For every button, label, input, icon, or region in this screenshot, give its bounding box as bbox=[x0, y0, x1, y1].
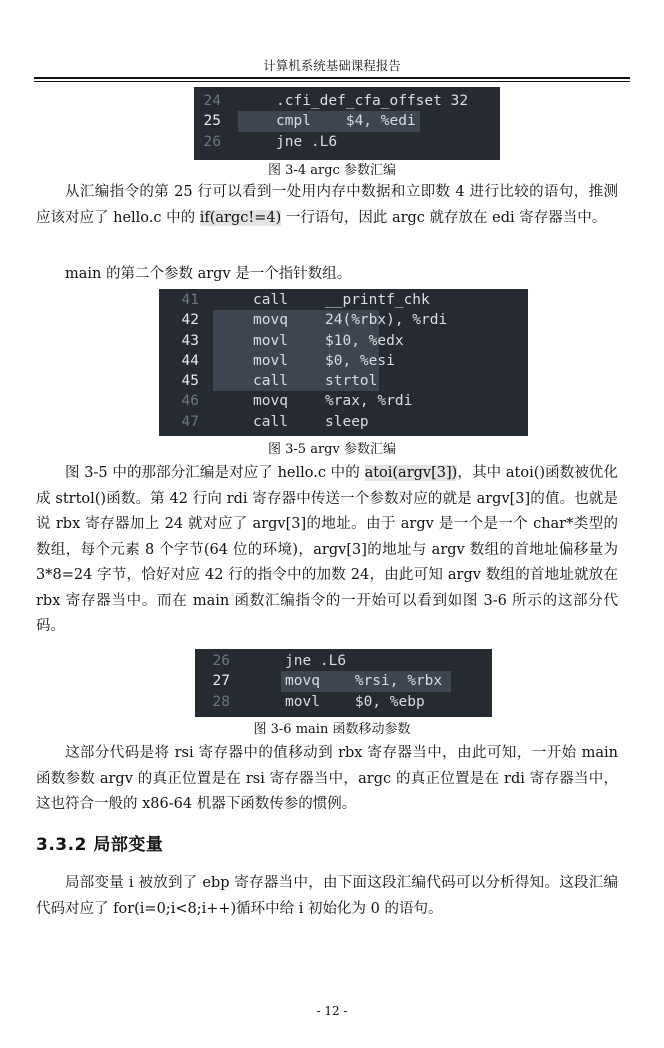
code-operands: __printf_chk bbox=[325, 292, 430, 308]
figure-caption-3-4: 图 3-4 argc 参数汇编 bbox=[268, 163, 396, 178]
line-number: 43 bbox=[181, 332, 199, 349]
line-number: 26 bbox=[212, 653, 230, 669]
code-operands: strtol bbox=[325, 373, 378, 390]
paragraph-register-conclusion: 这部分代码是将 rsi 寄存器中的值移动到 rbx 寄存器当中，由此可知，一开始 main 函数参数 argv 的真正位置是在 rsi 寄存器当中，argc 的真正位置是在 rdi 寄存器当中，这也符合一般的 x86-64 机器下函数传参的惯例。 bbox=[36, 745, 618, 812]
line-number: 47 bbox=[181, 413, 199, 430]
code-text: cmpl $4, %edi bbox=[276, 113, 416, 130]
code-line bbox=[194, 111, 500, 131]
code-line bbox=[159, 371, 528, 391]
indent-marker: · bbox=[217, 315, 223, 326]
line-number: 46 bbox=[181, 393, 199, 410]
line-number: 27 bbox=[212, 673, 230, 690]
code-line bbox=[159, 351, 528, 371]
section-heading: 3.3.2 局部变量 bbox=[36, 835, 164, 855]
header-rule bbox=[34, 77, 630, 79]
code-line bbox=[195, 671, 492, 691]
code-text: jne .L6 bbox=[285, 653, 347, 669]
code-line bbox=[159, 290, 528, 310]
line-number: 41 bbox=[181, 292, 199, 308]
code-text: jne .L6 bbox=[276, 133, 338, 150]
paragraph-argv-intro: main 的第二个参数 argv 是一个指针数组。 bbox=[65, 266, 352, 282]
paragraph-argv-analysis: 图 3-5 中的那部分汇编是对应了 hello.c 中的 atoi(argv[3])，其中 atoi()函数被优化成 strtol()函数。第 42 行向 rdi 寄存器中传送一个参数对应的就是 argv[3]的值。也就是说 rbx 寄存器加上 24 就对应了 argv[3]的地址。由于 argv 是一个是一个 char*类型的数组，每个元素 8 个字节(64 位的环境)，argv[3]的地址与 argv 数组的首地址偏移量为 3*8=24 字节，恰好对应 42 行的指令中的加数 24，由此可知 argv 数组的首地址就放在 rbx 寄存器当中。而在 main 函数汇编指令的一开始可以看到如图 3-6 所示的这部分代码。 bbox=[36, 465, 619, 634]
inline-code-atoi: atoi(argv[3]) bbox=[364, 465, 458, 481]
code-figure-3-5 bbox=[159, 289, 528, 436]
code-mnemonic: movl bbox=[253, 352, 288, 369]
line-number: 45 bbox=[181, 373, 199, 390]
code-line bbox=[159, 391, 528, 411]
code-line bbox=[159, 310, 528, 330]
code-operands: $0, %esi bbox=[325, 352, 395, 369]
code-line bbox=[195, 692, 492, 712]
code-line bbox=[194, 91, 500, 111]
code-text: .cfi_def_cfa_offset 32 bbox=[276, 93, 469, 109]
paragraph-argc: 从汇编指令的第 25 行可以看到一处用内存中数据和立即数 4 进行比较的语句，推测应该对应了 hello.c 中的 if(argc!=4) 一行语句，因此 argc 就存放在 edi 寄存器当中。 bbox=[36, 184, 618, 226]
code-figure-3-6 bbox=[195, 649, 492, 717]
inline-code-if-argc: if(argc!=4) bbox=[199, 209, 282, 226]
code-line bbox=[159, 412, 528, 432]
code-operands: 24(%rbx), %rdi bbox=[325, 312, 448, 329]
code-text: movl $0, %ebp bbox=[285, 693, 425, 710]
code-mnemonic: call bbox=[253, 413, 288, 430]
code-mnemonic: call bbox=[253, 292, 288, 308]
indent-marker: · bbox=[217, 376, 223, 387]
code-mnemonic: call bbox=[253, 373, 288, 390]
header-rule-thin bbox=[34, 81, 630, 82]
code-operands: $10, %edx bbox=[325, 332, 404, 349]
code-line bbox=[195, 651, 492, 671]
line-number: 42 bbox=[181, 312, 199, 329]
code-line bbox=[194, 132, 500, 152]
paragraph-local-variable: 局部变量 i 被放到了 ebp 寄存器当中，由下面这段汇编代码可以分析得知。这段汇编代码对应了 for(i=0;i<8;i++)循环中给 i 初始化为 0 的语句。 bbox=[36, 875, 618, 917]
code-mnemonic: movq bbox=[253, 393, 288, 410]
line-number: 44 bbox=[181, 352, 199, 369]
code-line bbox=[159, 331, 528, 351]
code-text: movq %rsi, %rbx bbox=[285, 673, 443, 690]
code-operands: %rax, %rdi bbox=[325, 393, 413, 410]
page-number: - 12 - bbox=[316, 1004, 348, 1018]
line-number: 25 bbox=[203, 113, 221, 130]
code-mnemonic: movq bbox=[253, 312, 288, 329]
line-number: 28 bbox=[212, 693, 230, 710]
code-figure-3-4 bbox=[194, 87, 500, 160]
indent-marker: · bbox=[217, 335, 223, 346]
page-header: 计算机系统基础课程报告 bbox=[263, 58, 401, 73]
line-number: 26 bbox=[203, 133, 221, 150]
figure-caption-3-6: 图 3-6 main 函数移动参数 bbox=[253, 722, 411, 737]
indent-marker: · bbox=[217, 355, 223, 366]
code-mnemonic: movl bbox=[253, 332, 288, 349]
line-number: 24 bbox=[203, 93, 221, 109]
code-operands: sleep bbox=[325, 413, 369, 430]
figure-caption-3-5: 图 3-5 argv 参数汇编 bbox=[268, 442, 396, 457]
